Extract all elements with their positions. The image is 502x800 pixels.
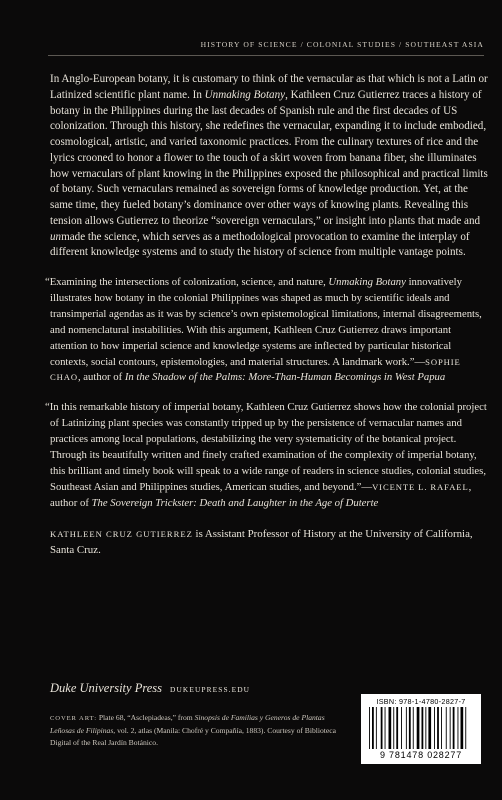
barcode-bar <box>441 707 442 749</box>
barcode-bar <box>453 707 455 749</box>
publisher-url: DUKEUPRESS.EDU <box>170 685 251 694</box>
publisher-name: Duke University Press <box>50 681 163 695</box>
isbn-barcode <box>361 694 481 764</box>
description-text: In Anglo-European botany, it is customary to think of the vernacular as that which is not a Latin or Latinized scientific plant name. In <box>50 73 488 101</box>
endorser-name: VICENTE L. RAFAEL <box>372 481 469 492</box>
endorsement-quote <box>45 275 490 386</box>
author-bio-text: is Assistant Professor of History at the University of California, Santa Cruz. <box>50 527 473 556</box>
book-description <box>50 72 490 261</box>
barcode-bar <box>434 707 435 749</box>
barcode-bar <box>417 707 420 749</box>
quote-text: innovatively illustrates how botany in the colonial Philippines was shaped as much by scientific ideals and transimperial agendas as it was by science’s own epistemological limitations, internal disagreements, and nomenclatural instabilities. With this argument, Kathleen Cruz Gutierrez draws important attention to how imperial science and knowledge systems are inflected by particular historical contexts, social contours, epistemologies, and material structures. A landmark work.”— <box>50 276 482 368</box>
endorser-book-title: The Sovereign Trickster: Death and Laughter in the Age of Duterte <box>91 496 379 509</box>
barcode-bar <box>446 707 447 749</box>
quote-text: “Examining the intersections of colonization, science, and nature, <box>45 276 329 288</box>
barcode-bar <box>450 707 451 749</box>
barcode-bar <box>409 707 411 749</box>
book-title: Unmaking Botany <box>328 276 406 288</box>
cover-text <box>45 72 490 559</box>
barcode-bar <box>385 707 386 749</box>
barcode-bar <box>381 707 383 749</box>
endorser-book-title: In the Shadow of the Palms: More-Than-Human Becomings in West Papua <box>124 371 446 384</box>
barcode-bar <box>425 707 426 749</box>
cover-art-credit <box>50 712 336 750</box>
cover-art-text: , vol. 2, atlas (Manila: Chofré y Compañía, 1883). Courtesy of Biblioteca Digital of the Real Jardín Botánico. <box>50 726 337 748</box>
barcode-bar <box>465 707 466 749</box>
barcode-bar <box>376 707 377 749</box>
author-name: KATHLEEN CRUZ GUTIERREZ <box>50 528 193 539</box>
barcode-bar <box>369 707 370 749</box>
barcode-bars <box>367 707 475 749</box>
barcode-bar <box>458 707 459 749</box>
barcode-bar <box>406 707 407 749</box>
cover-art-source-title: Sinopsis de Familias y Generos de Plantas Leñosas de Filipinas <box>50 713 325 736</box>
endorser-suffix: , author of <box>77 371 125 384</box>
isbn-number: ISBN: 978-1-4780-2827-7 <box>376 697 466 706</box>
barcode-bar <box>396 707 398 749</box>
endorser-name: SOPHIE CHAO <box>50 356 461 383</box>
author-bio <box>50 527 490 559</box>
barcode-bar <box>389 707 392 749</box>
cover-art-label: COVER ART: <box>50 715 97 722</box>
barcode-bar <box>428 707 431 749</box>
subject-categories: HISTORY OF SCIENCE / COLONIAL STUDIES / SOUTHEAST ASIA <box>200 40 484 49</box>
barcode-bar <box>413 707 414 749</box>
barcode-digits: 9 781478 028277 <box>379 750 463 760</box>
description-text: , Kathleen Cruz Gutierrez traces a history of botany in the Philippines during the last decades of Spanish rule and the first decades of US colonization. Through this history, she redefines the vernacular, expanding it to include embodied, cosmological, artistic, and varied taxonomic practices. From the culinary textures of rice and the lyrics crooned to honor a flower to the touch of a skirt woven from banana fiber, she illuminates how vernaculars of plant knowing in the Philippines exposed the philosophical and practical limits of botany. Such vernaculars remained as sovereign forms of knowledge production. Yet, at the same time, they fueled botany’s dominance over other ways of knowing plants. Revealing this tension allows Gutierrez to theorize “sovereign vernaculars,” or insight into plants that made and <box>50 88 488 227</box>
quote-text: “In this remarkable history of imperial botany, Kathleen Cruz Gutierrez shows how the colonial project of Latinizing plant species was constantly tripped up by the persistence of vernacular names and practices among local populations, destabilizing the very systematicity of the botanical project. Through its beautifully written and finely crafted examination of the complexity of imperial botany, this brilliant and timely book will speak to a wide range of readers in science studies, colonial studies, Southeast Asian and Philippines studies, American studies, and beyond.”— <box>45 401 487 493</box>
endorser-suffix: , author of <box>50 480 472 509</box>
cover-art-text: Plate 68, “Asclepiadeas,” from <box>96 713 195 722</box>
barcode-bar <box>437 707 439 749</box>
emphasis-prefix: un <box>50 230 62 243</box>
barcode-bar <box>372 707 374 749</box>
barcode-bar <box>393 707 394 749</box>
book-title: Unmaking Botany <box>204 88 286 101</box>
publisher <box>50 681 250 696</box>
endorsement-quote <box>45 400 490 511</box>
barcode-bar <box>401 707 402 749</box>
header-rule <box>48 55 484 56</box>
barcode-bar <box>461 707 464 749</box>
barcode-bar <box>422 707 424 749</box>
description-text: made the science, which serves as a methodological provocation to examine the interplay of different knowledge systems and to study the history of science from multiple vantage points. <box>50 230 470 259</box>
